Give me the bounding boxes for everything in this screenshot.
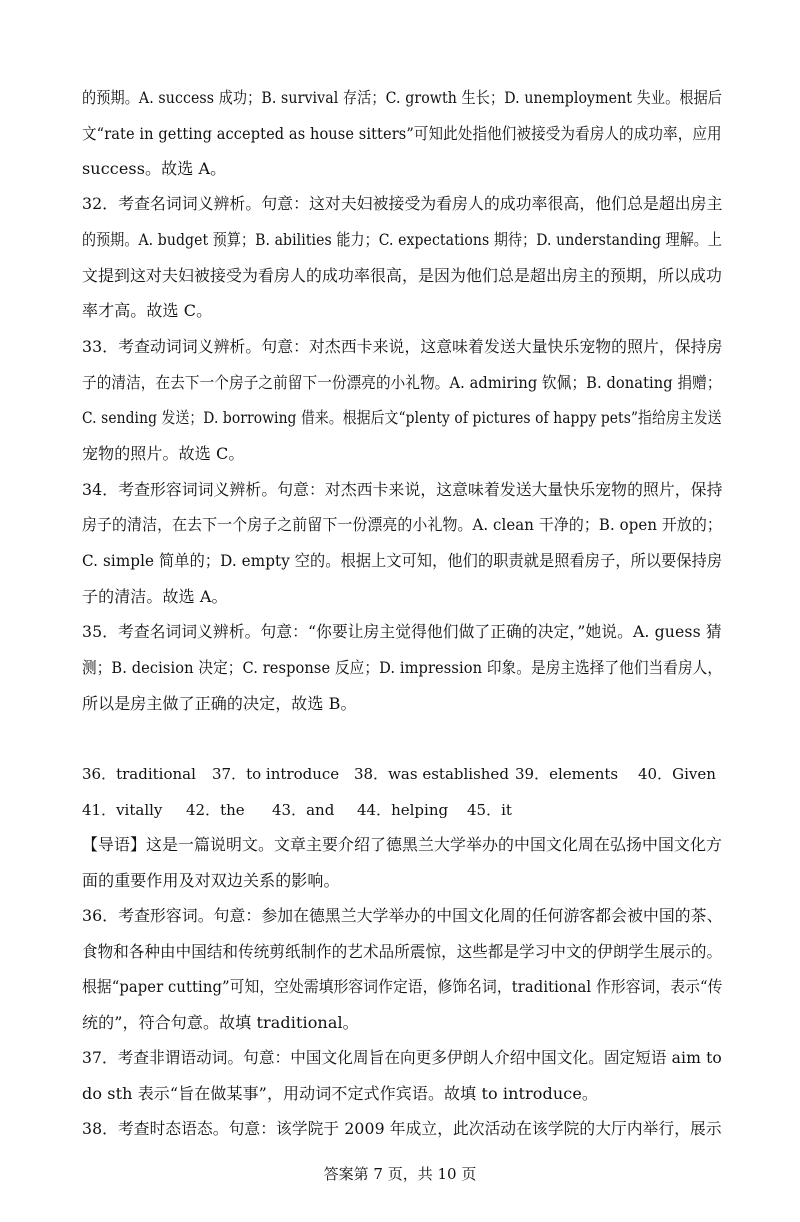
text-line: 的预期。A. success 成功；B. survival 存活；C. growth 生长；D. unemployment 失业。根据后	[82, 88, 723, 107]
text-line: C. simple 简单的；D. empty 空的。根据上文可知，他们的职责就是照看房子，所以要保持房	[82, 551, 723, 570]
answer-39: 39．elements	[515, 765, 619, 783]
text-line: 根据“paper cutting”可知，空处需填形容词作定语，修饰名词，traditional 作形容词，表示“传	[82, 977, 723, 996]
answer-45: 45．it	[467, 801, 512, 819]
answer-44: 44．helping	[357, 801, 449, 819]
text-line: 所以是房主做了正确的决定，故选 B。	[82, 694, 357, 713]
text-line: 【导语】这是一篇说明文。文章主要介绍了德黑兰大学举办的中国文化周在弘扬中国文化方	[82, 835, 723, 854]
answer-36: 36．traditional	[82, 765, 196, 783]
text-line: 房子的清洁，在去下一个房子之前留下一份漂亮的小礼物。A. clean 干净的；B. open 开放的；	[82, 515, 722, 534]
text-line: do sth 表示“旨在做某事”，用动词不定式作宾语。故填 to introduce。	[82, 1084, 598, 1103]
text-line: 率才高。故选 C。	[82, 301, 213, 320]
text-line: 统的”，符合句意。故填 traditional。	[82, 1013, 359, 1032]
text-line: 35．考查名词词义辨析。句意：“你要让房主觉得他们做了正确的决定，”她说。A. guess 猜	[82, 622, 722, 641]
answer-40: 40．Given	[638, 765, 716, 783]
text-line: 测；B. decision 决定；C. response 反应；D. impression 印象。是房主选择了他们当看房人，	[82, 658, 723, 677]
text-line: 38．考查时态语态。句意：该学院于 2009 年成立，此次活动在该学院的大厅内举行，展示	[82, 1119, 722, 1138]
page-footer: 答案第 7 页，共 10 页	[323, 1165, 477, 1183]
answer-43: 43．and	[272, 801, 335, 819]
text-line: success。故选 A。	[82, 159, 227, 178]
text-line: 文“rate in getting accepted as house sitters”可知此处指他们被接受为看房人的成功率，应用	[82, 124, 722, 143]
text-line: 子的清洁。故选 A。	[82, 587, 228, 606]
answer-37: 37．to introduce	[212, 765, 340, 783]
text-line: 的预期。A. budget 预算；B. abilities 能力；C. expectations 期待；D. understanding 理解。上	[82, 230, 723, 249]
text-line: 宠物的照片。故选 C。	[82, 444, 245, 463]
text-line: 面的重要作用及对双边关系的影响。	[82, 871, 340, 890]
text-line: 33．考查动词词义辨析。句意：对杰西卡来说，这意味着发送大量快乐宠物的照片，保持房	[82, 337, 723, 356]
text-line: 食物和各种由中国结和传统剪纸制作的艺术品所震惊，这些都是学习中文的伊朗学生展示的。	[82, 942, 723, 961]
answer-42: 42．the	[186, 801, 245, 819]
text-line: 文提到这对夫妇被接受为看房人的成功率很高，是因为他们总是超出房主的预期，所以成功	[82, 266, 723, 285]
text-line: 32．考查名词词义辨析。句意：这对夫妇被接受为看房人的成功率很高，他们总是超出房主	[82, 194, 723, 213]
text-line: 36．考查形容词。句意：参加在德黑兰大学举办的中国文化周的任何游客都会被中国的茶、	[82, 906, 723, 925]
text-line: C. sending 发送；D. borrowing 借来。根据后文“plenty of pictures of happy pets”指给房主发送	[82, 408, 722, 427]
text-line: 34．考查形容词词义辨析。句意：对杰西卡来说，这意味着发送大量快乐宠物的照片，保持	[82, 480, 723, 499]
text-line: 37．考查非谓语动词。句意：中国文化周旨在向更多伊朗人介绍中国文化。固定短语 aim to	[82, 1048, 722, 1067]
answer-38: 38．was established	[354, 765, 509, 783]
text-line: 子的清洁，在去下一个房子之前留下一份漂亮的小礼物。A. admiring 钦佩；B. donating 捐赠；	[82, 373, 722, 392]
answer-41: 41．vitally	[82, 801, 163, 819]
